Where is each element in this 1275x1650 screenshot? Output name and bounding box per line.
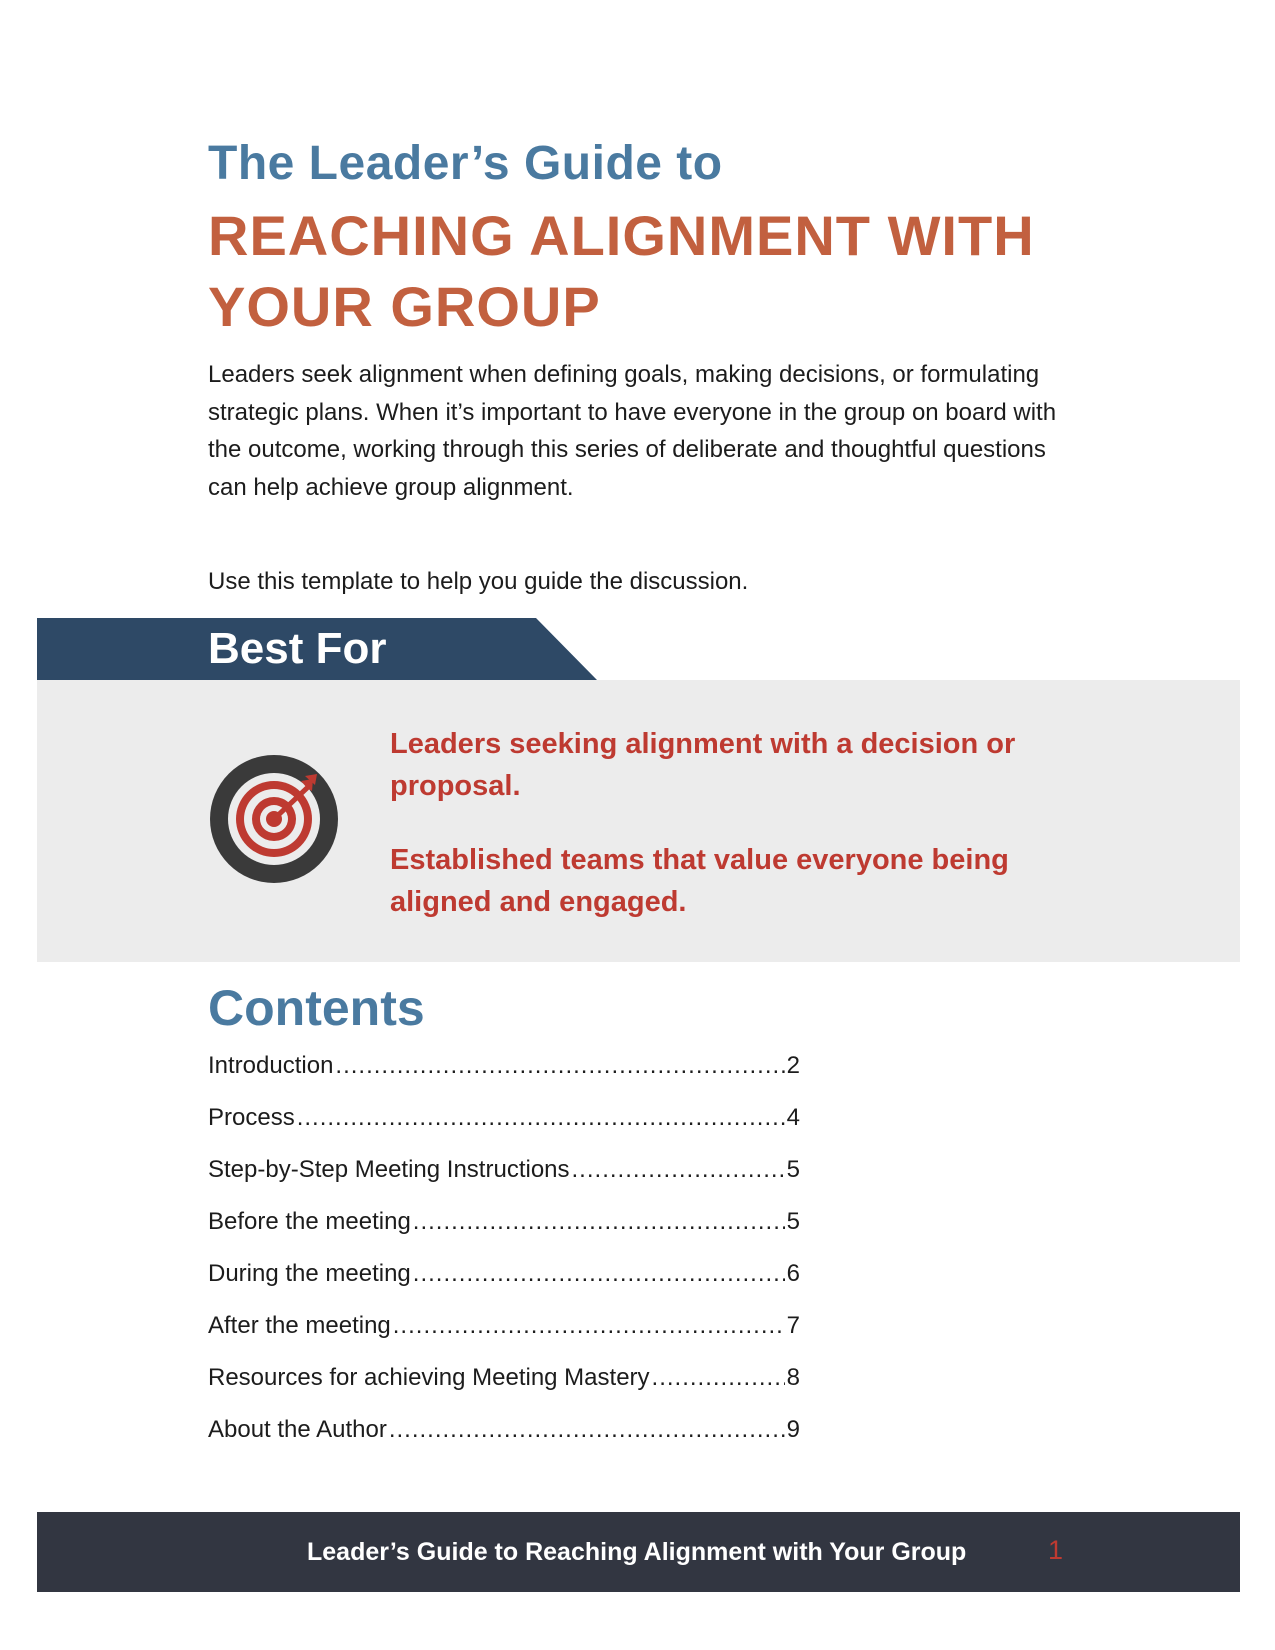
toc-entry-label: Step-by-Step Meeting Instructions	[208, 1156, 570, 1183]
toc-entry-resources[interactable]	[208, 1362, 800, 1414]
toc-leader-dots	[652, 1362, 785, 1394]
toc-entry-label: After the meeting	[208, 1312, 391, 1339]
toc-entry-label: Before the meeting	[208, 1208, 411, 1235]
toc-leader-dots	[297, 1102, 785, 1134]
toc-leader-dots	[413, 1258, 785, 1290]
toc-entry-after-meeting[interactable]	[208, 1310, 800, 1362]
toc-entry-label: Resources for achieving Meeting Mastery	[208, 1364, 650, 1391]
toc-entry-page: 5	[786, 1156, 800, 1183]
best-for-item: Established teams that value everyone being aligned and engaged.	[390, 844, 1009, 918]
toc-entry-during-meeting[interactable]	[208, 1258, 800, 1310]
template-note: Use this template to help you guide the discussion.	[208, 568, 749, 595]
toc-entry-label: Introduction	[208, 1052, 334, 1079]
footer-title: Leader’s Guide to Reaching Alignment with Your Group	[307, 1538, 967, 1566]
toc-entry-page: 7	[786, 1312, 800, 1339]
toc-entry-page: 6	[786, 1260, 800, 1287]
contents-heading: Contents	[208, 980, 425, 1036]
toc-entry-introduction[interactable]	[208, 1050, 800, 1102]
best-for-item: Leaders seeking alignment with a decision or proposal.	[390, 728, 1016, 802]
toc-entry-page: 2	[786, 1052, 800, 1079]
table-of-contents	[208, 1050, 800, 1466]
toc-entry-before-meeting[interactable]	[208, 1206, 800, 1258]
toc-entry-step-by-step[interactable]	[208, 1154, 800, 1206]
toc-entry-label: About the Author	[208, 1416, 387, 1443]
toc-entry-label: During the meeting	[208, 1260, 411, 1287]
title-line-2: REACHING ALIGNMENT WITH YOUR GROUP	[208, 204, 1035, 338]
toc-leader-dots	[413, 1206, 785, 1238]
toc-entry-label: Process	[208, 1104, 295, 1131]
toc-leader-dots	[393, 1310, 785, 1342]
footer-page-number: 1	[1048, 1535, 1064, 1565]
title-line-1: The Leader’s Guide to	[208, 137, 723, 190]
toc-entry-page: 9	[786, 1416, 800, 1443]
toc-entry-page: 4	[786, 1104, 800, 1131]
toc-leader-dots	[572, 1154, 785, 1186]
intro-paragraph: Leaders seek alignment when defining goals, making decisions, or formulating strategic plans. When it’s important to have everyone in the group on board with the outcome, working through this series of deliberate and thoughtful questions can help achieve group alignment.	[208, 361, 1057, 501]
toc-leader-dots	[389, 1414, 785, 1446]
toc-leader-dots	[335, 1050, 784, 1082]
toc-entry-process[interactable]	[208, 1102, 800, 1154]
target-icon	[209, 754, 339, 884]
page-footer	[37, 1512, 1240, 1592]
toc-entry-about-author[interactable]	[208, 1414, 800, 1466]
best-for-heading: Best For	[208, 624, 387, 673]
toc-entry-page: 5	[786, 1208, 800, 1235]
toc-entry-page: 8	[786, 1364, 800, 1391]
